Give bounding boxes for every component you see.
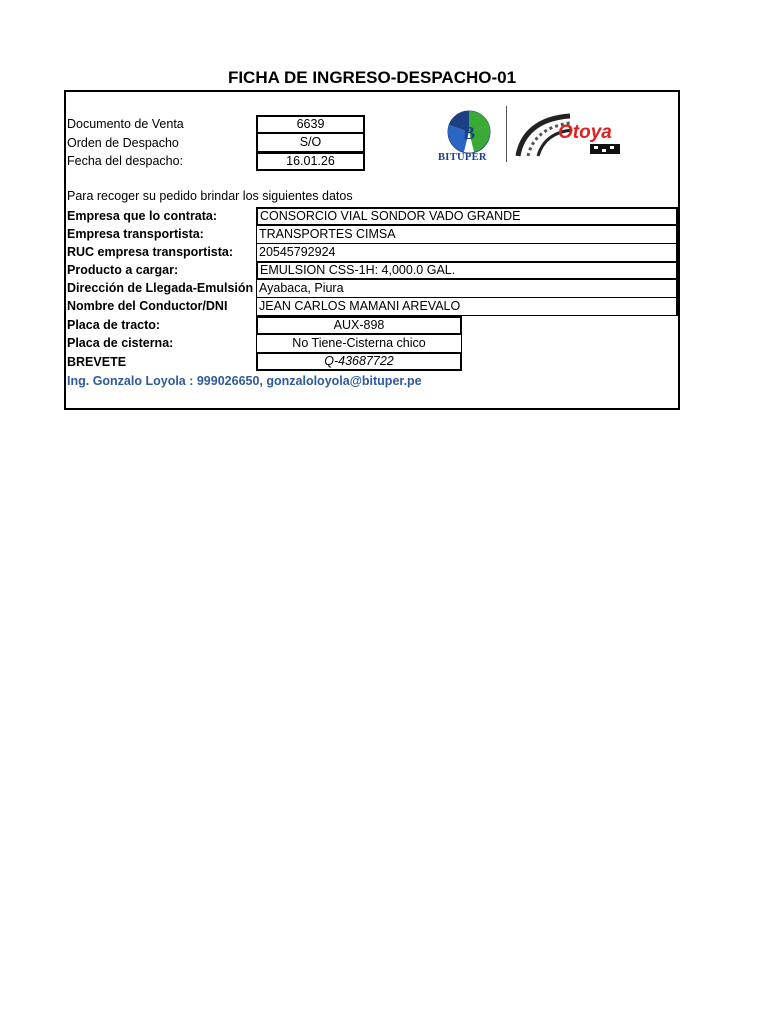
empresa-contrata-value: CONSORCIO VIAL SONDOR VADO GRANDE [256,207,678,226]
conductor-value: JEAN CARLOS MAMANI AREVALO [256,297,678,316]
otoya-name: Otoya [558,122,612,143]
bituper-letter: B [462,123,476,143]
empresa-contrata-label: Empresa que lo contrata: [67,209,218,223]
cisterna-label: Placa de cisterna: [67,336,174,350]
direccion-label: Dirección de Llegada-Emulsión [67,281,254,295]
ruc-value: 20545792924 [256,243,678,262]
fecha-label: Fecha del despacho: [67,154,184,168]
contact-footer: Ing. Gonzalo Loyola : 999026650, gonzaloloyola@bituper.pe [67,374,422,388]
brevete-label: BREVETE [67,355,127,369]
producto-label: Producto a cargar: [67,263,179,277]
documento-value: 6639 [256,115,365,134]
ruc-label: RUC empresa transportista: [67,245,234,259]
empresa-transp-label: Empresa transportista: [67,227,204,241]
producto-value: EMULSION CSS-1H: 4,000.0 GAL. [256,261,678,280]
fecha-value: 16.01.26 [256,152,365,171]
cisterna-value: No Tiene-Cisterna chico [256,334,462,353]
intro-text: Para recoger su pedido brindar los siguientes datos [67,189,353,203]
brevete-value: Q-43687722 [256,352,462,371]
orden-value: S/O [256,133,365,152]
bituper-name: BITUPER [438,152,487,163]
documento-label: Documento de Venta [67,117,184,131]
logo-divider [506,106,507,162]
direccion-value: Ayabaca, Piura [256,279,678,298]
orden-label: Orden de Despacho [67,136,179,150]
empresa-transp-value: TRANSPORTES CIMSA [256,225,678,244]
page-title: FICHA DE INGRESO-DESPACHO-01 [227,68,517,87]
conductor-label: Nombre del Conductor/DNI [67,299,228,313]
tracto-label: Placa de tracto: [67,318,161,332]
tracto-value: AUX-898 [256,316,462,335]
